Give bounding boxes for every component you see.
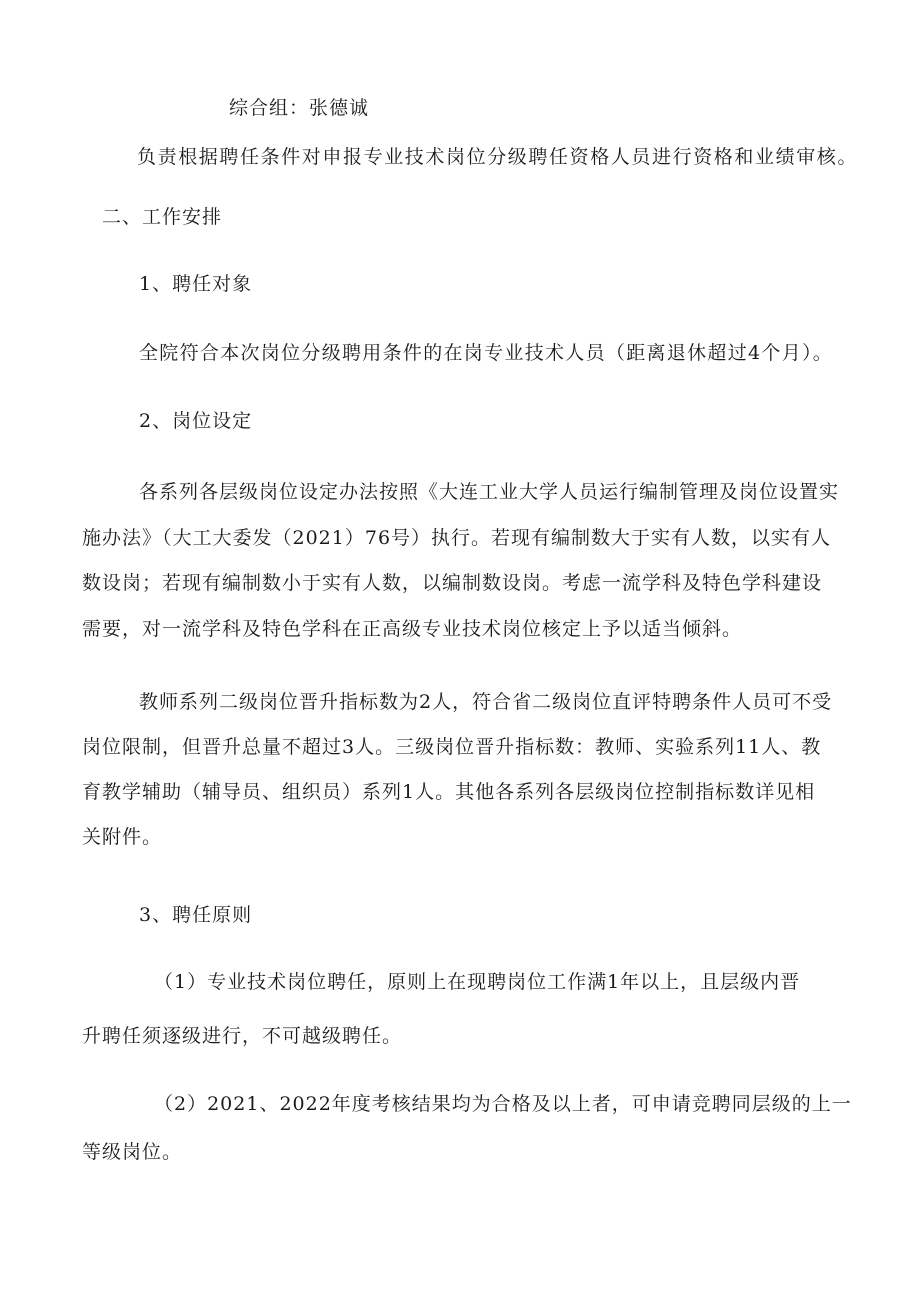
item2-paragraph-2 bbox=[82, 689, 832, 850]
text-line: 数设岗；若现有编制数小于实有人数，以编制数设岗。考虑一流学科及特色学科建设 bbox=[82, 572, 823, 594]
item2-paragraph-1 bbox=[82, 479, 839, 642]
text-line: 施办法》（大工大委发（2021）76号）执行。若现有编制数大于实有人数，以实有人 bbox=[82, 527, 832, 549]
text-line: 升聘任须逐级进行，不可越级聘任。 bbox=[82, 1025, 403, 1047]
item1-heading: 1、聘任对象 bbox=[139, 273, 253, 295]
text-line: （1）专业技术岗位聘任，原则上在现聘岗位工作满1年以上，且层级内晋 bbox=[154, 971, 801, 993]
text-line: 各系列各层级岗位设定办法按照《大连工业大学人员运行编制管理及岗位设置实 bbox=[139, 481, 840, 503]
group-member-line: 综合组：张德诚 bbox=[229, 97, 370, 119]
text-line: 关附件。 bbox=[82, 826, 163, 848]
group-duty-line: 负责根据聘任条件对申报专业技术岗位分级聘任资格人员进行资格和业绩审核。 bbox=[137, 146, 859, 168]
text-line: （2）2021、2022年度考核结果均为合格及以上者，可申请竞聘同层级的上一 bbox=[154, 1093, 852, 1115]
item2-heading: 2、岗位设定 bbox=[139, 410, 253, 432]
item1-text: 全院符合本次岗位分级聘用条件的在岗专业技术人员（距离退休超过4个月）。 bbox=[139, 342, 834, 364]
text-line: 教师系列二级岗位晋升指标数为2人，符合省二级岗位直评特聘条件人员可不受 bbox=[139, 691, 833, 713]
item3-point-1 bbox=[82, 969, 800, 1049]
item3-heading: 3、聘任原则 bbox=[139, 904, 253, 926]
text-line: 岗位限制，但晋升总量不超过3人。三级岗位晋升指标数：教师、实验系列11人、教 bbox=[82, 736, 822, 758]
section-two-heading: 二、工作安排 bbox=[102, 206, 223, 228]
item3-point-2 bbox=[82, 1091, 852, 1165]
text-line: 育教学辅助（辅导员、组织员）系列1人。其他各系列各层级岗位控制指标数详见相 bbox=[82, 781, 816, 803]
text-line: 需要，对一流学科及特色学科在正高级专业技术岗位核定上予以适当倾斜。 bbox=[82, 618, 743, 640]
text-line: 等级岗位。 bbox=[82, 1141, 183, 1163]
